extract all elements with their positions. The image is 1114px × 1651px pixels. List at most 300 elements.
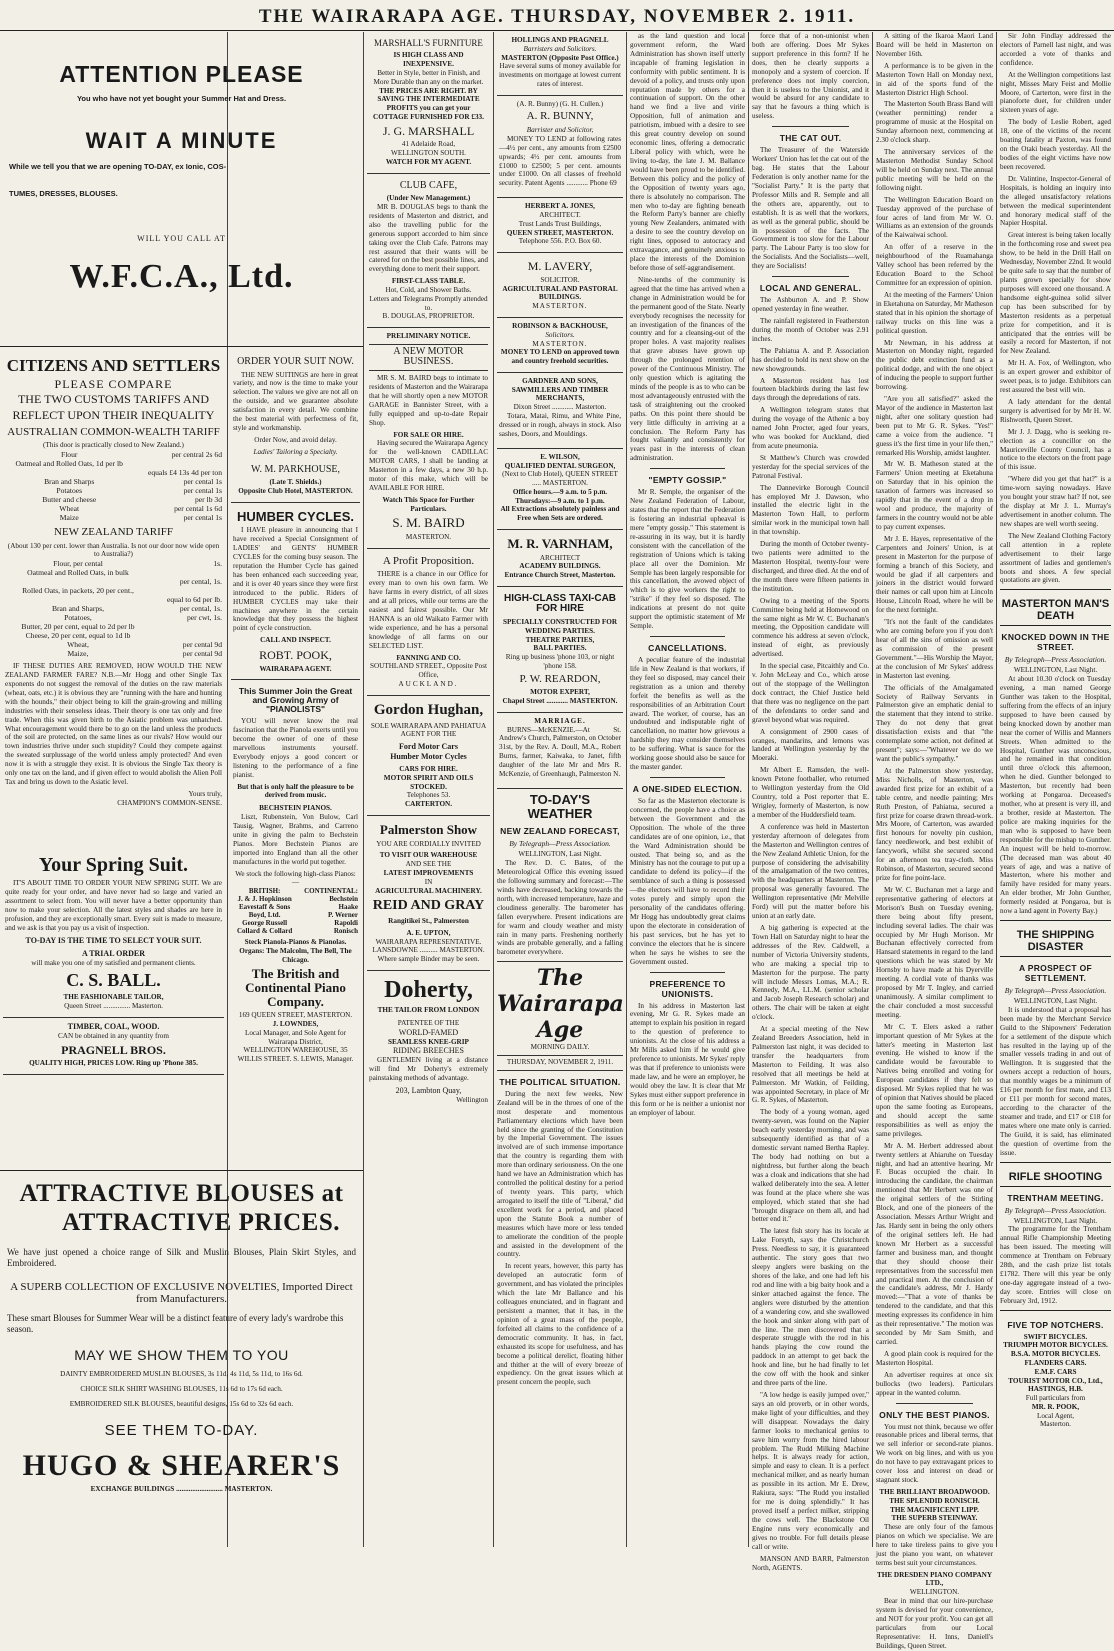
rifle-dateline: WELLINGTON, Last Night. <box>1013 1216 1098 1225</box>
notchers-list-item: E.M.F. CARS <box>1034 1367 1077 1376</box>
weather-dateline: WELLINGTON, Last Night. <box>518 850 602 859</box>
club-cafe-sub: (Under New Management.) <box>386 194 471 203</box>
hollings-body: Have several sums of money available for investments on mortgage at lowest current rates of interest. <box>499 62 621 88</box>
doherty-sub: THE TAILOR FROM LONDON <box>377 1006 480 1015</box>
local-item: In the special case, Pitcaithly and Co. v. John McLeay and Co., which arose out of the stoppage of the Wellington dock contract, the Chief Justice held that there was no negligence on the part of the defendants to order sand and gravel beyond what was required. <box>752 662 869 724</box>
varnham-sub: ARCHITECT <box>539 553 581 562</box>
table-row <box>233 911 358 919</box>
gardner-ad <box>497 373 623 449</box>
jones-phone: Telephone 556. P.O. Box 60. <box>518 237 602 246</box>
inner-masthead <box>497 961 623 1071</box>
pianolist-bold: But that is only half the pleasure to be derived from music. <box>237 782 354 800</box>
attention-ad <box>0 32 363 380</box>
taxi-l1: WEDDING PARTIES. <box>525 626 595 635</box>
local-item: A lady attendant for the dental surgery is advertised for by Mr H. W. Rishworth, Queen Street. <box>1000 397 1111 424</box>
table-cell: Potatoes <box>56 485 83 495</box>
tariff-sig1: Yours truly, <box>188 789 222 798</box>
club-cafe-sig: B. DOUGLAS, PROPRIETOR. <box>382 312 475 321</box>
table-row <box>5 495 222 504</box>
marshall-body: Better in Style, better in Finish, and More Durable than any on the market. <box>373 69 484 86</box>
local-item: During the month of October twenty-two patients were admitted to the Masterton Hospital, twenty-four were discharged, and three died. At the end of the month there were fifteen patients in the institution. <box>752 540 869 593</box>
order-suit-body: THE NEW SUITINGS are here in great variety, and now is the time to make your selection. The values we give are not all on the outside, and we guarantee absolute satisfaction in every detail. We combine the best material with perfectness of fit, style and workmanship. <box>233 370 358 433</box>
table-cell: Bran and Sharps <box>44 476 95 486</box>
show-l4: IN <box>424 877 433 886</box>
nz-tariff-table <box>5 559 222 658</box>
table-cell: equals £4 13s 4d per ton <box>147 467 222 477</box>
palmerston-show-ad <box>367 816 490 971</box>
table-cell <box>151 631 222 640</box>
dental-address: (Next to Club Hotel), QUEEN STREET ..... MASTERTON. <box>502 470 618 488</box>
order-suit-heading: ORDER YOUR SUIT NOW. <box>237 356 354 367</box>
death-dateline: WELLINGTON, Last Night. <box>1013 666 1098 675</box>
lavery-heading: M. LAVERY, <box>527 259 593 274</box>
hugo-shearer-firm: HUGO & SHEARER'S <box>22 1449 341 1483</box>
inner-masthead-date: THURSDAY, NOVEMBER 2, 1911. <box>497 1055 623 1067</box>
upton-name: A. E. UPTON, <box>406 928 451 937</box>
local-item: At the Palmerston show yesterday, Miss Nicholls, of Masterton, was awarded first prize for an exhibit of a table centre, and needle painting; Mrs Ruth Preston, of Pahiatua, secured a first prize for coarse drawn thread-work. Mrs Moore, of Carterton, was awarded first honours for novelty pin cushion, fancy needlework, and best exhibit of fancywork, whilst she secured second for an afternoon tea tray-cloth. Miss Robinson, of Masterton, secured second prize for fine point-lace. <box>876 766 993 882</box>
fanning-town: AUCKLAND. <box>398 679 459 688</box>
table-cell: per cental, 1s. <box>179 604 222 614</box>
jones-sub: ARCHITECT. <box>539 211 581 220</box>
local-item: Owing to a meeting of the Sports Committee being held at Homewood on the same night as Mr W. C. Buchanan's meeting, the Opposition candidate will commence his address at seven o'clock, instead of eight, as previously advertised. <box>752 596 869 659</box>
humber-cta: CALL AND INSPECT. <box>260 636 331 645</box>
table-cell: Rapoldi <box>334 919 358 928</box>
tariff-body: IF THESE DUTIES ARE REMOVED, HOW WOULD THE NEW ZEALAND FARMER FARE? N.B.—Mr Hogg and other Single Tax exponents do not suggest the removal of the duties on the raw materials (wheat, oats, etc.) it is obvious they are "running with the hare and hunting with the hounds," their object being to kill the grain-growing and milling industries with their senseless ideas. Their theory is one tax only and free trade. When this was given birth to the Asiatic problem was unhatched. What encouragement would there be to go on the land unless the products of the soil are protected, on the same lines as our rivals? How would our town industries thrive under such stupidity? Could they compete against the sweated surplussage of the world unless amply protected? And even now it is with a struggle they exist. It is obvious the Single Tax theory is only one tax on the land, and if given effect to would abolish the Alien Poll Tax and bring us down to the Asiatic level. <box>5 662 222 787</box>
cat-heading: THE CAT OUT. <box>779 133 842 144</box>
table-row <box>5 640 222 649</box>
table-cell <box>5 595 151 604</box>
profit-heading: A Profit Proposition. <box>382 554 475 567</box>
marshall-addr2: WELLINGTON SOUTH. <box>391 149 466 158</box>
notchers-firm-sub: Local Agent, <box>1036 1411 1075 1420</box>
table-row <box>5 513 222 522</box>
table-row <box>5 649 222 658</box>
club-cafe-heading: CLUB CAFE, <box>399 179 458 191</box>
rifle-heading: RIFLE SHOOTING <box>1008 1170 1103 1183</box>
taxi-sub: SPECIALLY CONSTRUCTED FOR <box>502 617 618 626</box>
dental-sub: QUALIFIED DENTAL SURGEON, <box>504 461 616 470</box>
divider <box>896 1403 973 1404</box>
fanning-address: SOUTHLAND STREET., Opposite Post Office, <box>369 662 488 680</box>
table-cell <box>151 586 222 595</box>
local-item: At the meeting of the Farmers' Union in Eketahuna on Saturday, Mr Matheson stated that in his opinion the shortage of railway trucks on this line was a political question. <box>876 290 993 335</box>
shipping-body: It is understood that a proposal has been made by the Merchant Service Guild to the Shipowners' Federation for a settlement of the dispute which has resulted in the laying up of the smaller vessels trading in and out of Wellington. It is suggested that the owners accept a reduction of hours, that monthly wages be a minimum of £16 per month for first mate, and £13 or £11 per month for second mates, according to the character of the steamer and trade, and £17 or £18 for mates where one mate only is carried. The Guild, it is said, has eliminated the question of overtime from the issue. <box>1000 1005 1111 1157</box>
political-heading: THE POLITICAL SITUATION. <box>499 1076 621 1087</box>
column-2 <box>228 350 363 1168</box>
pianos-table <box>233 887 358 935</box>
table-cell: Butter and cheese <box>42 494 97 504</box>
spring-suit-heading: Your Spring Suit. <box>38 854 189 876</box>
blouses-item2: CHOICE SILK SHIRT WASHING BLOUSES, 11s 6d to 17s 6d each. <box>80 1384 283 1393</box>
hugo-shearer-address: EXCHANGE BUILDINGS .......................... MASTERTON. <box>90 1484 273 1493</box>
divider <box>772 126 849 127</box>
local-item: Mr W. B. Matheson stated at the Farmers' Union meeting at Eketahuna on Saturday that in his opinion the taxation of farmers was increased so rapidly that in the event of a drop in wool and produce, the majority of farmers in the country would not be able to pay current expenses. <box>876 460 993 531</box>
tariff-sig2: CHAMPION'S COMMON-SENSE. <box>117 798 222 807</box>
show-body: YOU ARE CORDIALLY INVITED <box>376 839 481 848</box>
gardner-body: Totara, Matai, Rimu, and White Pine, dressed or in rough, always in stock. Also sashes, Doors, and Mouldings. <box>499 411 621 438</box>
notchers-list-item: B.S.A. MOTOR BICYCLES. <box>1010 1350 1101 1359</box>
bechstein-heading: BECHSTEIN PIANOS. <box>259 804 332 813</box>
humber-body: I HAVE pleasure in announcing that I have received a Special Consignment of LADIES' and GENTS' HUMBER CYCLES for the coming busy season. The reputation the Humber Cycle has gained has been enhanced each succeeding year, and it is over 40 years since they were first introduced to the public. Riders of HUMBER CYCLES may take their machines anywhere in the certain knowledge that they possess the highest point of cycle construction. <box>233 526 358 633</box>
table-cell: Wheat <box>59 503 80 513</box>
local-item: MANSON AND BARR, Palmerston North, AGENTS. <box>752 1554 869 1572</box>
local-item: The latest fish story has its locale at Lake Forsyth, says the Christchurch Press. Needless to say, it is guaranteed authentic. The story goes that two sleepy anglers were basking on the shores of the lake, and one had left his rod and line with a big baity hook and a sinker attached against the fence. The anglers were disturbed by the attention of a wandering cow, and she swallowed the hook and sinker along with part of the line. The men discovered that a desperate struggle with the rod in his hands playing the cow round the paddock in an attempt to get back the hook and line, but he had finally to let the cow off with the hook and sinker and three parts of the line. <box>752 1227 869 1388</box>
local-item: The body of a young woman, aged twenty-seven, was found on the Napier beach early yesterday morning, and was subsequently identified as that of a domestic servant named Bertha Rapley. The body had nothing on but a nightdress, but further along the beach was a cloak and indications that she had walked deliberately into the sea. A letter was found at the place where she was employed, which stated that she had "brought disgrace on them all, and had better end it." <box>752 1108 869 1224</box>
reardon-firm: P. W. REARDON, <box>519 672 601 685</box>
local-item: The body of Leslie Robert, aged 18, one of the victims of the recent boating fatality at Paxton, was found on the Otaki beach yesterday. All the bodies of the eight victims have now been recovered. <box>1000 118 1111 171</box>
marshall-prices: THE PRICES ARE RIGHT. BY SAVING THE INTERMEDIATE PROFITS you can get your COTTAGE FURNISHED FOR £33. <box>373 86 484 121</box>
divider <box>650 777 725 778</box>
local-item: Mr Newman, in his address at Masterton on Monday night, regarded the public debt extinction fund as a political dodge, and with the one object of inducing the people to support further borrowing. <box>876 338 993 392</box>
political-paragraph: In recent years, however, this party has developed an autocratic form of government, and has violated the principles which the late Mr Ballance and his colleagues enunciated, and in flagrant and persistent a manner, that it has, in the opinion of a great mass of the people, forfeited all claims to the confidence of a democratic community. It has, in fact, exhausted its scope for usefulness, and has become a political derelict, floating hither and thither at the will of every breeze of expediency. On the great issues which at present concern the people, such <box>497 1262 623 1387</box>
local-item: A conference was held in Masterton yesterday afternoon of delegates from the Masterton and Wellington centres of the New Zealand Athletic Union, for the purpose of considering the advisability of the amalgamation of the two centres, with the headquarters at Masterton. The proposal was generally favoured. The Wellington representative (Mr Melville Ford) will put the matter before his union at an early date. <box>752 822 869 921</box>
blouses-show: MAY WE SHOW THEM TO YOU <box>74 1346 289 1363</box>
upton-sub: WAIRARAPA REPRESENTATIVE. LANSDOWNE .......... MASTERTON. <box>372 937 485 955</box>
local-item: A consignment of 2900 cases of oranges, mandarins, and lemons was landed at Wellington yesterday by the Moeraki. <box>752 727 869 763</box>
gossip-body: Mr R. Semple, the organiser of the New Zealand Federation of Labour, states that the report that the Federation is fostering an industrial upheaval is mere "empty gossip." This statement is re-assuring in its way, but it is hardly consistent with the cancellation of the registration of Unions which is taking place all over the Dominion. Mr Semple has been largely responsible for this cancellation, the avowed object of which is to give workers the right to "strike" if they feel so disposed. The indications at present do not quite support the optimistic statement of Mr Semple. <box>630 488 745 631</box>
table-cell: Bran and Sharps, <box>51 604 105 614</box>
attention-heading: ATTENTION PLEASE <box>59 61 304 87</box>
local-general-heading: LOCAL AND GENERAL. <box>759 283 862 294</box>
varnham-address2: Entrance Church Street, Masterton. <box>504 571 616 580</box>
ball-firm: C. S. BALL. <box>66 970 161 991</box>
table-cell: Butter, 20 per cent, equal to 2d per lb <box>21 622 135 632</box>
hollings-sub: Barristers and Solicitors. <box>523 44 597 53</box>
shipping-article <box>1000 920 1111 957</box>
tariff-h2: PLEASE COMPARE <box>54 376 173 391</box>
motor-business-ad <box>367 328 490 549</box>
local-item: The Dannevirke Borough Council has employed Mr J. Dawson, who installed the electric light in the Masterton Town Hall, to perform similar work in the municipal town hall in that township. <box>752 483 869 537</box>
motor-sale: FOR SALE OR HIRE. <box>393 430 464 439</box>
political-continued <box>630 32 745 463</box>
bunny-body: MONEY TO LEND at following rates—4½ per cent., any amounts from £2500 upwards; 4½ per cent. amounts from £1000 to £2500; 5 per cent. amounts under £1000. On all classes of freehold security. Patent Agents ............ Phone 69 <box>499 134 621 188</box>
political-paragraph: as the land question and local government reform, the Ward Administration has shown itself utterly incapable of framing legislation in conformity with public sentiment. It is devoid of a policy, and trusts only upon reputation made by others for a continuation of support. On the other hand we find a live and virile Opposition, full of animation and patriotism, imbued with a desire to see this great country develop on sound economic lines, offering a democratic Liberal policy with which, were he living to-day, the late J. M. Ballance would have been proud to be identified. Between this policy and the policy of the Opposition of twenty years ago, there is absolutely no comparison. The men who to-day are fighting beneath the Reform Party's banner are chiefly young New Zealanders, animated with a desire to see the country develop on right lines, opposed to autocracy and extravagance, and genuinely anxious to place the interests of the Dominion before those of self-aggrandisement. <box>630 32 745 272</box>
local-item: An advertiser requires at once six bullocks (two leaders). Particulars appear in the wanted column. <box>876 1370 993 1397</box>
fanning-firm: FANNING AND CO. <box>396 653 461 662</box>
political-paragraph: During the next few weeks, New Zealand will be in the throes of one of the most desperate and momentous Parliamentary elections which have been held since the granting of the Constitution by the Imperial Government. The issues involved are of such immense importance that the country is regarding them with more than ordinary seriousness. On the one hand we have an Administration which has controlled the political destiny for a period of twenty years. This party, which arrogated to itself the title of "Liberal," did excellent work for a period, and placed upon the Statute Book a number of measures which have more or less tended to ameliorate the condition of the people and assisted in the development of the country. <box>497 1089 623 1259</box>
local-item: The anniversary services of the Masterton Methodist Sunday School will be held on Sunday next. The annual public meeting will be held on the following night. <box>876 148 993 192</box>
table-row <box>5 622 222 631</box>
doherty-patentee: PATENTEE OF THE <box>397 1018 460 1027</box>
hollings-ad <box>497 32 623 96</box>
local-general-body <box>752 296 869 1572</box>
lavery-town: MASTERTON. <box>532 302 588 311</box>
gardner-sub: SAWMILLERS AND TIMBER MERCHANTS, <box>511 385 609 403</box>
organs-line: Organs: The Malcolm, The Bell, The Chicago. <box>239 946 352 964</box>
pragnell-firm: PRAGNELL BROS. <box>61 1042 166 1057</box>
pianolist-heading: This Summer Join the Great and Growing Army of "PIANOLISTS" <box>238 686 353 715</box>
table-cell: Flour, per cental <box>53 559 103 569</box>
baird-firm: S. M. BAIRD <box>392 515 465 531</box>
nz-tariff-note: (About 130 per cent. lower than Australia. Is not our door now wide open to Australia?) <box>7 541 220 559</box>
attention-line3: TUMES, DRESSES, BLOUSES. <box>9 189 118 199</box>
wellington-warehouse: WELLINGTON WAREHOUSE, 35 WILLIS STREET. S. LEWIS, Manager. <box>237 1046 354 1064</box>
notchers-agent: TOURIST MOTOR CO., Ltd., HASTINGS, H.B. <box>1008 1376 1103 1394</box>
taxi-ring: Ring up business 'phone 103, or night 'phone 158. <box>505 653 615 670</box>
inner-masthead-title: The Wairarapa Age <box>497 965 624 1044</box>
taxi-ad <box>497 587 623 713</box>
local-item: Mr J. E. Hayes, representative of the Carpenters and Joiners' Union, is at present in Masterton for the purpose of forming a branch of this Society, and would be glad if all carpenters and joiners in the district would forward their names or call upon him at Lincoln House, Lincoln Road, where he will be for the next fortnight. <box>876 534 993 615</box>
jones-address: QUEEN STREET, MASTERTON. <box>506 228 614 237</box>
weather-heading: TO-DAY'S WEATHER <box>527 792 593 821</box>
table-row <box>233 927 358 935</box>
timber-line1: CAN be obtained in any quantity from <box>58 1031 169 1040</box>
local-item: "A low hedge is easily jumped over," says an old proverb, or in other words, make light of your difficulties, and they will disappear. Nowadays the dairy farmer looks to mechanical genius to save him worry from the hired labour problem. The Rudd Milking Machine helps. It is always ready for action, simple and easy to clean. It is a perfect mechanical milker, and as nearly human as possible in its action. Mr E. Drew, Rakiura, says: "The Rudd you installed for me is doing splendidly." It has proved itself a perfect milker, stripping the cows well. The Blackstone Oil Engine runs very economically and gives no trouble. For full details please call or write. <box>752 1390 869 1551</box>
table-row <box>5 613 222 622</box>
local-general-continued <box>876 32 993 1398</box>
table-cell: Oatmeal and Rolled Oats, in bulk <box>27 568 129 578</box>
table-cell: 1s. <box>213 559 222 569</box>
table-row <box>5 459 222 468</box>
table-cell: per cental 1s <box>183 512 222 522</box>
local-item: "Are you all satisfied?" asked the Mayor of the audience in Masterton last night, after one solitary question had been put to Mr G. R. Sykes. "Yes!" came a voice from the audience. "I guess it's the first time in your life then," remarked His Worship, amidst laughter. <box>876 395 994 457</box>
british-continental-address: 169 QUEEN STREET, MASTERTON. <box>238 1011 353 1020</box>
order-suit-ad <box>231 350 360 503</box>
local-item: The officials of the Amalgamated Society of Railway Servants in Palmerston give an emphatic denial to the statement that they intend to strike. They do not deny that great dissatisfaction exists and that "the contemplate some action, not defined at present"; says:—"Whatever we do we want the public's sympathy." <box>876 683 993 763</box>
local-item: Sir John Findlay addressed the electors of Parnell last night, and was accorded a vote of thanks and confidence. <box>1000 32 1111 67</box>
unionists-heading: PREFERENCE TO UNIONISTS. <box>649 978 726 999</box>
column-1 <box>0 350 227 845</box>
table-row <box>5 559 222 568</box>
table-cell <box>133 459 222 468</box>
rifle-article <box>1000 1162 1111 1187</box>
pianolist-body: YOU will never know the real fascination that the Pianola exerts until you become the owner of one of these marvellous instruments yourself. Everybody enjoys a good concert or listening to the performance of a fine pianist. <box>233 717 358 779</box>
table-cell: Cheese, 20 per cent, equal to 1d lb <box>25 631 131 641</box>
robinson-body: MONEY TO LEND on approved town and country freehold securities. <box>500 348 620 366</box>
humber-ad <box>231 503 360 681</box>
local-item: The Wellington Education Board on Tuesday approved of the purchase of four acres of land from Mr W. O. Williams as an extension of the grounds of the Kaiwaiwai school. <box>876 195 993 240</box>
table-cell: J. & J. Hopkinson <box>237 895 292 904</box>
motor-notice: PRELIMINARY NOTICE. <box>386 332 471 341</box>
ball-address: Queen Street ............... Masterton. <box>64 1001 163 1010</box>
divider <box>650 972 725 973</box>
table-cell: Ronisch <box>333 927 358 936</box>
notchers-list <box>1000 1333 1111 1377</box>
article-paragraph: force that of a non-unionist when both are offering. Does Mr Sykes support preference in this form? If he does, then he clearly supports a monopoly and a system of coercion. If preference does not imply coercion, then it is useless to the Unionist, and it would be absurd for any candidate to say that he favours a thing which is useless. <box>752 32 869 121</box>
club-cafe-letters: Letters and Telegrams Promptly attended to. <box>369 294 488 312</box>
table-cell <box>151 622 222 631</box>
robinson-sub: Solicitors. <box>545 330 575 339</box>
local-item: Mr C. T. Elers asked a rather important question of Mr Sykes at the latter's meeting in Masterton last evening. He wished to know if the candidate would be favourable to Natives being enrolled and voting for European candidates if they felt so disposed. Mr Sykes replied that he was of opinion that Natives should be placed upon the same footing as Europeans, and should accept the same responsibilities as well as enjoy the same privileges. <box>876 1022 993 1138</box>
club-cafe-body: MR B. DOUGLAS begs to thank the residents of Masterton and district, and also the travelling public for the generous support accorded to him since taking over the Club Cafe. Patrons may rest assured that their wants will be catered for on the best possible lines, and everything done to merit their support. <box>369 202 488 274</box>
column-4 <box>494 32 626 1547</box>
wfca-firm: W.F.C.A., Ltd. <box>69 258 294 296</box>
table-row <box>5 604 222 613</box>
table-row <box>5 631 222 640</box>
profit-body: THERE is a chance in our Office for every man to own his own farm. We have farms in every district, of all sizes and at all prices, while our terms are the easiest and fairest possible. Our Mr HANNA is an old Waikato Farmer with wide experience, and he has a personal knowledge of all farms on our SELECTED LIST. <box>369 570 488 650</box>
tariff-ad <box>3 350 224 814</box>
table-row <box>233 895 358 903</box>
parkhouse-address: Opposite Club Hotel, MASTERTON. <box>238 486 353 495</box>
spring-suit-cta1: TO-DAY IS THE TIME TO SELECT YOUR SUIT. <box>25 935 202 945</box>
varnham-address: ACADEMY BUILDINGS. <box>519 562 601 571</box>
table-cell: Collard & Collard <box>237 927 293 936</box>
piano-list-item: THE BRILLIANT BROADWOOD. <box>879 1487 990 1496</box>
table-cell: Bechstein <box>329 895 358 904</box>
blouses-heading2: ATTRACTIVE PRICES. <box>61 1209 340 1237</box>
pianolist-ad <box>231 680 360 1070</box>
blouses-note: These smart Blouses for Summer Wear will be a distinct feature of every lady's wardrobe this season. <box>7 1313 344 1335</box>
death-heading: MASTERTON MAN'S DEATH <box>1001 598 1110 623</box>
weather-byline: By Telegraph—Press Association. <box>509 839 611 849</box>
table-row <box>233 903 358 911</box>
divider <box>772 276 849 277</box>
cat-body: The Treasurer of the Waterside Workers' Union has let the cat out of the bag. He states that the Labour Federation is only another name for the "Socialist Party." It is the party that Professor Mills and R. Semple and all the others are, apparently, out to establish. It is as well that the workers, as well as the general public, should be in possession of the facts. The Government is too slow for the Labour party. The Labour Party is too slow for the Socialists. And the Socialists—well, they are Socialists! <box>752 146 869 271</box>
table-row <box>5 595 222 604</box>
table-cell: Rolled Oats, in packets, 20 per cent., <box>22 586 134 596</box>
club-cafe-hot: Hot, Cold, and Shower Baths. <box>385 286 472 295</box>
piano-list-item: THE SUPERB STEINWAY. <box>891 1514 978 1523</box>
pook-sub: WAIRARAPA AGENT. <box>259 664 332 673</box>
wait-heading: WAIT A MINUTE <box>85 128 278 154</box>
show-where: Where sample Binder may be seen. <box>377 955 480 964</box>
political-paragraph: Nine-tenths of the community is agreed that the time has arrived when a change in Administration would be for the permanent good of the State. Nearly everybody recognises the necessity for an investigation of the finances of the country and for a cleansing-out of the proper holes. A vast majority realises that grave abuses have grown up through the prolonged retention of power of the Continuous Ministry. The only question which is agitating the minds of the people is as to who can be most advantageously entrusted with the task of straightening out the crooked paths. On this point there should be very little difficulty in arriving at a conclusion. The Reform Party has fought valiantly and consistently for years past in the interests of clean administration. <box>630 275 745 463</box>
table-cell: per cental 1s <box>183 476 222 486</box>
show-l3: LATEST IMPROVEMENTS <box>383 868 474 877</box>
local-item: "Where did you get that hat?" is a time-worn saying nowadays. Have you bought your straw hat? If not, see the display at Mr J. L. Murray's advertisement in another column. The new shapes are well worth seeing. <box>1000 475 1111 528</box>
weather-sub: NEW ZEALAND FORECAST, <box>500 826 620 837</box>
notchers-list-item: FLANDERS CARS. <box>1024 1358 1087 1367</box>
timber-heading: TIMBER, COAL, WOOD. <box>67 1021 160 1031</box>
notchers-heading: FIVE TOP NOTCHERS. <box>1007 1319 1104 1330</box>
marriage-heading: MARRIAGE. <box>534 716 586 725</box>
varnham-ad <box>497 530 623 587</box>
aus-tariff-table <box>5 450 222 522</box>
gardner-address: Dixon Street ............ Masterton. <box>513 403 607 412</box>
local-item: An offer of a reserve in the neighbourhood of the Ruamahanga Valley school has been referred by the Education Board to the School Committee for an expression of opinion. <box>876 243 993 287</box>
marshall-firm: J. G. MARSHALL <box>382 123 475 138</box>
doherty-riding: RIDING BREECHES <box>393 1046 464 1056</box>
notchers-full: Full particulars from <box>1025 1394 1086 1403</box>
inner-masthead-sub: MORNING DAILY. <box>530 1043 590 1052</box>
local-item: Dr. Valintine, Inspector-General of Hospitals, is holding an inquiry into the alleged unsatisfactory relations between the medical superintendent and honorary medical staff of the Napier Hospital. <box>1000 174 1111 228</box>
robinson-town: MASTERTON. <box>532 339 588 348</box>
marriage-notice <box>497 713 623 789</box>
doherty-body: GENTLEMEN living at a distance will find Mr Doherty's extremely painstaking methods of advantage. <box>369 1056 488 1083</box>
table-cell: equal to 6d per lb. <box>166 595 222 605</box>
table-cell: Flour <box>60 449 78 459</box>
hughan-town: CARTERTON. <box>404 800 453 809</box>
doherty-address: 203, Lambton Quay, <box>395 1086 462 1096</box>
table-row <box>5 468 222 477</box>
pook-firm: ROBT. POOK, <box>259 648 332 663</box>
motor-body: MR S. M. BAIRD begs to intimate to residents of Masterton and the Wairarapa that he will shortly open a new MOTOR GARAGE in Bannister Street, with a fully equipped and up-to-date Repair Shop. <box>369 373 488 427</box>
local-item: A good plain cook is required for the Masterton Hospital. <box>876 1349 993 1367</box>
lavery-body: AGRICULTURAL AND PASTORAL BUILDINGS. <box>502 284 618 302</box>
local-item: A Wellington telegram states that during the voyage of the Athenic a boy named John Procter, aged four years, who was booked for Auckland, died from acute pneumonia. <box>752 406 869 450</box>
motor-heading: A NEW MOTOR BUSINESS. <box>369 344 488 371</box>
death-byline: By Telegraph—Press Association. <box>1004 655 1107 665</box>
lowndes-sub: Local Manager, and Sole Agent for Wairarapa District, <box>244 1028 347 1046</box>
show-l2: AND SEE THE <box>405 860 452 869</box>
table-cell: P. Werner <box>328 911 358 920</box>
local-item: A Masterton resident has lost fourteen blackbirds during the last few days through the depredations of rats. <box>752 376 869 403</box>
robinson-ad <box>497 318 623 373</box>
local-item: The New Zealand Clothing Factory call attention in a replete advertisement to their large assortment of ladies and gentlemen's boots and shoes. A few special quotations are given. <box>1000 531 1111 585</box>
notchers-ad <box>1000 1310 1111 1430</box>
reardon-address: Chapel Street ............ MASTERTON. <box>502 697 618 705</box>
taxi-l2: THEATRE PARTIES, <box>525 635 595 644</box>
best-pianos-heading: ONLY THE BEST PIANOS. <box>879 1409 990 1420</box>
table-cell: per central 2s 6d <box>171 449 222 459</box>
local-item: St Matthew's Church was crowded yesterday for the special services of the Patronal Festival. <box>752 453 869 480</box>
local-item: At the Wellington competitions last night, Misses Mary Feist and Mollie Moore, of Carterton, were first in the pianoforte duet, for children under sixteen years of age. <box>1000 70 1111 115</box>
dental-ad <box>497 449 623 530</box>
local-item: A performance is to be given in the Masterton Town Hall on Monday next, in aid of the sports fund of the Masterton District High School. <box>876 61 993 97</box>
notchers-list-item: SWIFT BICYCLES. <box>1023 1332 1088 1341</box>
blouses-item1: DAINTY EMBROIDERED MUSLIN BLOUSES, 3s 11d, 4s 11d, 5s 11d, to 16s 6d. <box>60 1370 303 1379</box>
marshall-furniture-ad <box>367 32 490 174</box>
ball-firm-sub: THE FASHIONABLE TAILOR, <box>63 993 164 1002</box>
nz-tariff-title: NEW ZEALAND TARIFF <box>53 525 174 538</box>
jones-trust: Trust Lands Trust Buildings, <box>518 219 602 228</box>
table-cell: Maize <box>59 512 79 522</box>
tariff-h4: REFLECT UPON THEIR INEQUALITY <box>12 408 215 423</box>
robinson-heading: ROBINSON & BACKHOUSE, <box>512 321 608 330</box>
local-item: The Pahiatua A. and P. Association has decided to hold its next show on the new showgrounds. <box>752 346 869 373</box>
piano-list-item: THE MAGNIFICENT LIPP. <box>890 1505 979 1514</box>
british-label: BRITISH: <box>248 887 281 896</box>
tariff-h3: THE TWO CUSTOMS TARIFFS AND <box>17 392 210 407</box>
notchers-firm: MR. R. POOK, <box>1031 1402 1080 1411</box>
spring-suit-cta3: will make you one of my satisfied and permanent clients. <box>31 958 196 967</box>
table-cell: George Russell <box>242 919 288 928</box>
best-pianos-body: You must not think, because we offer reasonable prices and liberal terms, that we sell inferior or second-rate pianos. We work on big lines, and with us you do not have to pay extravagant prices to cover loss and interest on dead or stagnant stock. <box>876 1422 993 1485</box>
lavery-ad <box>497 253 623 318</box>
show-l1: TO VISIT OUR WAREHOUSE <box>379 851 478 860</box>
rifle-body: The programme for the Trentham annual Rifle Championship Meeting has been issued. The meeting will commence at Trentham on February 28th, and the cash prize list totals £1782. There will this year be only one-day aggregate instead of a two-day score. Entries will close on February 3rd, 1912. <box>1000 1225 1111 1305</box>
table-cell: Maize, <box>67 649 89 659</box>
election-heading: A ONE-SIDED ELECTION. <box>632 783 743 794</box>
column-7 <box>873 32 996 1650</box>
column-6 <box>749 32 872 1572</box>
spring-suit-ad <box>3 848 224 1018</box>
aus-tariff-note: (This door is practically closed to New Zealand.) <box>43 441 184 450</box>
varnham-heading: M. R. VARNHAM, <box>507 536 613 551</box>
weather-article <box>497 793 623 957</box>
divider <box>650 636 725 637</box>
doherty-world: WORLD-FAMED <box>398 1027 459 1037</box>
notchers-list-item: TRIUMPH MOTOR BICYCLES. <box>1003 1341 1108 1350</box>
column-8 <box>997 32 1114 1547</box>
table-cell: Wheat, <box>67 640 89 650</box>
humber-heading: HUMBER CYCLES. <box>236 508 354 524</box>
local-item: Great interest is being taken locally in the forthcoming rose and sweet pea show, to be held in the Drill Hall on Wednesday, November 22nd. It would be quite safe to say that the number of plants grown specially for show purposes will exceed one thousand. A handsome eight-guinea solid silver cup has been subscribed for by Masterton residents as a perpetual prize for competition, and it is anticipated that the entries will be easily a record for Masterton, if not for New Zealand. <box>1000 231 1111 356</box>
order-suit-line2: Ladies' Tailoring a Specialty. <box>253 447 338 456</box>
cancellations-heading: CANCELLATIONS. <box>648 643 727 653</box>
table-cell: Oatmeal and Rolled Oats, 1d per lb <box>15 458 123 468</box>
hollings-address: MASTERTON (Opposite Post Office.) <box>501 53 619 62</box>
reid-gray-firm: REID AND GRAY <box>372 898 485 914</box>
hughan-spirit: MOTOR SPIRIT AND OILS STOCKED. <box>383 773 474 791</box>
doherty-town: Wellington <box>456 1096 488 1105</box>
continental-label: CONTINENTAL: <box>304 887 358 896</box>
doherty-ad <box>367 971 490 1111</box>
marshall-addr1: 41 Adelaide Road, <box>401 140 456 149</box>
doherty-seamless: SEAMLESS KNEE-GRIP <box>388 1037 469 1046</box>
british-continental-firm: The British and Continental Piano Company. <box>245 966 346 1009</box>
gossip-heading: "EMPTY GOSSIP." <box>648 475 727 486</box>
attention-line2: While we tell you that we are opening TO-DAY, ex Ionic, COS- <box>9 162 227 172</box>
table-cell <box>151 568 222 577</box>
table-cell: per lb 3d <box>195 494 222 504</box>
tariff-h1: CITIZENS AND SETTLERS <box>6 356 221 375</box>
table-cell: Potatoes, <box>64 613 92 623</box>
hughan-tel: Telephones 53. <box>406 791 451 800</box>
bunny-names: (A. R. Bunny) (G. H. Cullen.) <box>516 99 604 108</box>
table-row <box>5 586 222 595</box>
hughan-humber: Humber Motor Cycles <box>390 752 467 762</box>
